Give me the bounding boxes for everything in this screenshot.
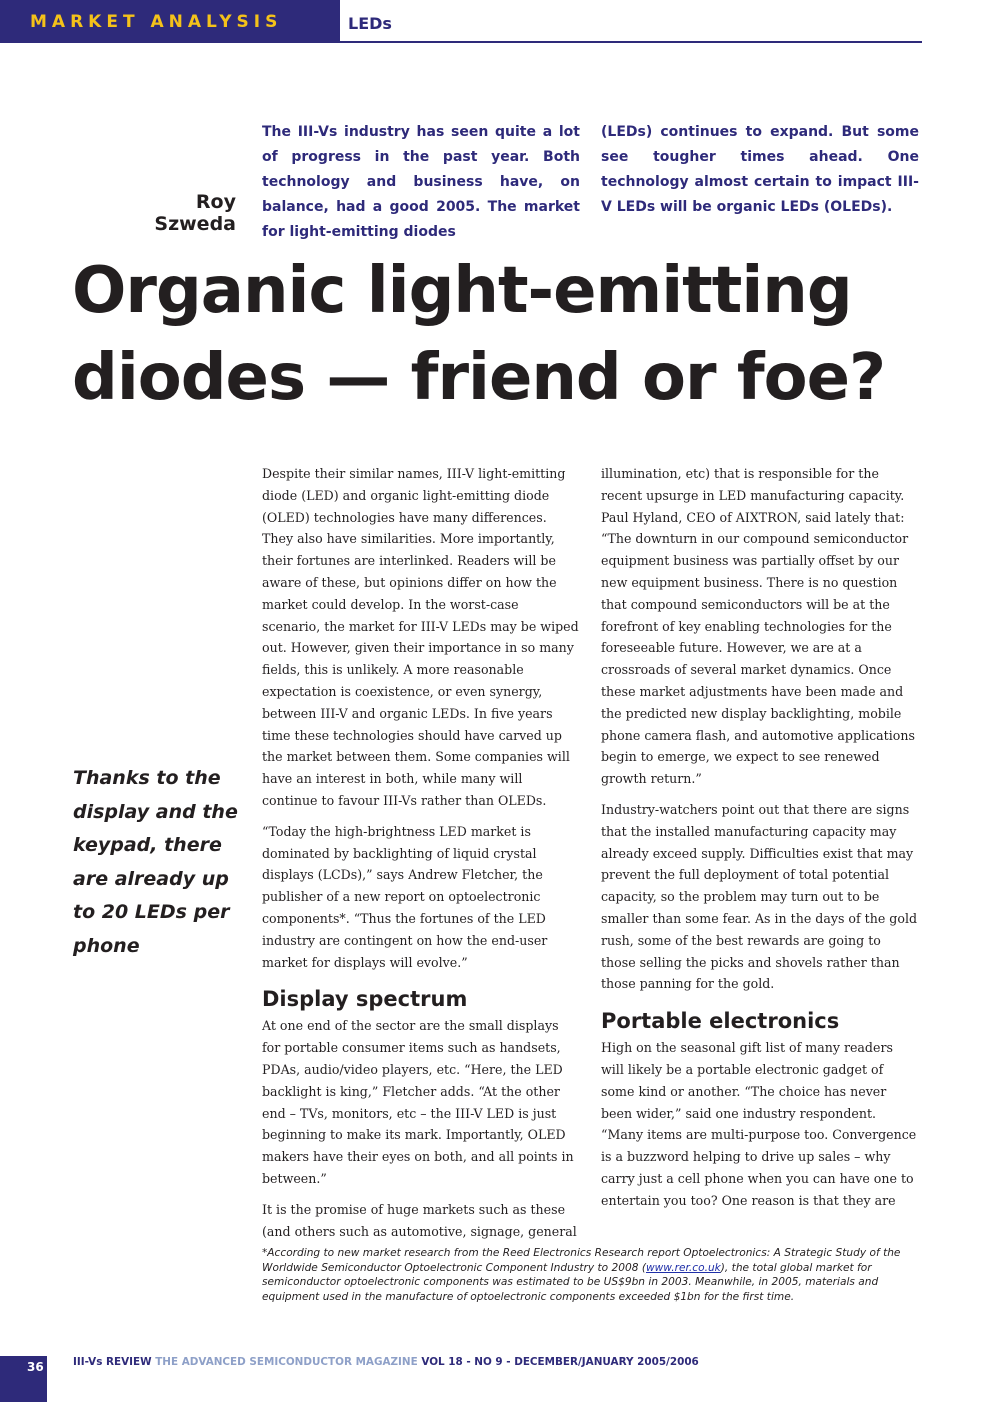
title-line-2: diodes — friend or foe? [72,341,886,415]
body-paragraph: Despite their similar names, III-V light-emitting diode (LED) and organic light-emitting diode (OLED) technologies have many differences. They also have similarities. More importantly, their fortunes are interlinked. Readers will be aware of these, but opinions differ on how the market could develop. In the worst-case scenario, the market for III-V LEDs may be wiped out. However, given their importance in so many fields, this is unlikely. A more reasonable expectation is coexistence, or even synergy, between III-V and organic LEDs. In five years time these technologies should have carved up the market between them. Some companies will have an interest in both, while many will continue to favour III-Vs rather than OLEDs. [262,466,579,808]
body-column-1 [262,463,580,1251]
body-paragraph: High on the seasonal gift list of many readers will likely be a portable electronic gadget of some kind or another. “The choice has never been wider,” said one industry respondent. “Many items are multi-purpose too. Convergence is a buzzword helping to drive up sales – why carry just a cell phone when you can have one to entertain you too? One reason is that they are [601,1040,917,1208]
footnote [262,1246,922,1304]
page-number: 36 [27,1360,44,1374]
author-name: Roy Szweda [154,191,236,235]
body-paragraph: “Today the high-brightness LED market is dominated by backlighting of liquid crystal displays (LCDs),” says Andrew Fletcher, the publisher of a new report on optoelectronic components*. “Thus the fortunes of the LED industry are contingent on how the end-user market for displays will evolve.” [262,823,548,970]
article-title [72,248,952,422]
header-rule [340,41,922,43]
standfirst-column-2: (LEDs) continues to expand. But some see tougher times ahead. One technology almost certain to impact III-V LEDs will be organic LEDs (OLEDs). [601,124,919,215]
subheading-display-spectrum: Display spectrum [262,987,468,1012]
footer-tagline: THE ADVANCED SEMICONDUCTOR MAGAZINE [151,1356,422,1368]
body-paragraph: At one end of the sector are the small displays for portable consumer items such as handsets, PDAs, audio/video players, etc. “Here, the LED backlight is king,” Fletcher adds. “At the other end – TVs, monitors, etc – the III-V LED is just beginning to make its mark. Importantly, OLED makers have their eyes on both, and all points in between.” [262,1018,574,1186]
pull-quote: Thanks to the display and the keypad, there are already up to 20 LEDs per phone [73,767,238,957]
body-paragraph: Industry-watchers point out that there are signs that the installed manufacturing capacity may already exceed supply. Difficulties exist that may prevent the full deployment of total potential capacity, so the problem may turn out to be smaller than some fear. As in the days of the gold rush, some of the best rewards are going to those selling the picks and shovels rather than those panning for the gold. [601,801,918,992]
footnote-text-start: *According to new market research from the Reed Electronics Research report Optoelectronics: A Strategic Study of the Worldwide Semiconductor Optoelectronic Component Industry to 2008 ( [262,1247,901,1274]
body-column-2 [601,463,919,1221]
footnote-text-end: ), the total global market for semiconductor optoelectronic components was estimated to be US$9bn in 2003. Meanwhile, in 2005, materials and equipment used in the manufacture of optoelectronic components exceeded $1bn for the first time. [262,1261,879,1303]
footer-magazine: III-Vs REVIEW [73,1356,152,1368]
body-paragraph: illumination, etc) that is responsible for the recent upsurge in LED manufacturing capacity. Paul Hyland, CEO of AIXTRON, said lately that: “The downturn in our compound semiconductor equipment business was partially offset by our new equipment business. There is no question that compound semiconductors will be at the forefront of key enabling technologies for the foreseeable future. However, we are at a crossroads of several market dynamics. Once these market adjustments have been made and the predicted new display backlighting, mobile phone camera flash, and automotive applications begin to emerge, we expect to see renewed growth return.” [601,466,915,787]
footer-credit [73,1356,699,1368]
footnote-link[interactable]: www.rer.co.uk [645,1261,721,1274]
footer-issue: VOL 18 - NO 9 - DECEMBER/JANUARY 2005/2006 [421,1356,699,1368]
section-label: MARKET ANALYSIS [30,12,283,32]
standfirst-column-1: The III-Vs industry has seen quite a lot of progress in the past year. Both technology and business have, on balance, had a good 2005. The market for light-emitting diodes [262,124,580,240]
body-paragraph: It is the promise of huge markets such as these (and others such as automotive, signage, general [262,1201,577,1239]
title-line-1: Organic light-emitting [72,254,852,328]
subheading-portable-electronics: Portable electronics [601,1009,840,1034]
topic-label: LEDs [348,14,392,33]
